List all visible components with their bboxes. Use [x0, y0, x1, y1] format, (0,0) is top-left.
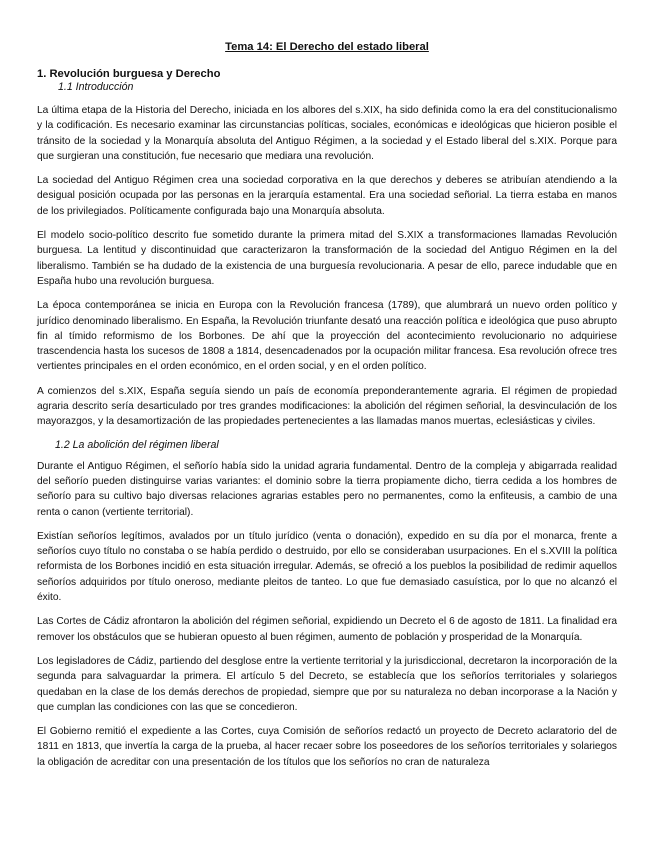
document-title: Tema 14: El Derecho del estado liberal	[225, 41, 429, 53]
section-heading: 1. Revolución burguesa y Derecho	[37, 68, 221, 80]
paragraph: La última etapa de la Historia del Derecho, iniciada en los albores del s.XIX, ha sido definida como la era del constitucionalismo y la codificación. Es necesario examinar las circunstancias políticas, sociales, económicas e ideológicas que hicieron posible el tránsito de la sociedad y la Monarquía absoluta del Antiguo Régimen, a la sociedad y el Estado liberal del s.XIX. Porque para que surgieran una constitución, fue necesario que mediara una revolución.	[37, 105, 617, 162]
paragraph: Durante el Antiguo Régimen, el señorío había sido la unidad agraria fundamental. Dentro de la compleja y abigarrada realidad del señorío pueden distinguirse varias variantes: el dominio sobre la tierra propiamente dicho, tierra cedida a los hombres de señorío para su cultivo bajo diversas relaciones agrarias estables pero no permanentes, como la enfiteusis, a cambio de una renta o canon (vertiente territorial).	[37, 460, 617, 518]
paragraph: A comienzos del s.XIX, España seguía siendo un país de economía preponderantemente agraria. El régimen de propiedad agraria descrito sería desarticulado por tres grandes modificaciones: la abolición del régimen señorial, la desvinculación de los mayorazgos, y la desamortización de las propiedades pertenecientes a las llamadas manos muertas, eclesiásticas y civiles.	[37, 385, 617, 428]
subsection-heading-abolicion: 1.2 La abolición del régimen liberal	[55, 438, 219, 451]
paragraph: Las Cortes de Cádiz afrontaron la abolición del régimen señorial, expidiendo un Decreto el 6 de agosto de 1811. La finalidad era remover los obstáculos que se hubieran opuesto al buen régimen, aumento de población y prosperidad de la Monarquía.	[37, 616, 617, 643]
paragraph: La sociedad del Antiguo Régimen crea una sociedad corporativa en la que derechos y deberes se atribuían atendiendo a la desigual posición ocupada por las personas en la jerarquía estamental. Era una sociedad señorial. La tierra estaba en manos de los privilegiados. Políticamente configurada bajo una Monarquía absoluta.	[37, 175, 617, 217]
subsection-heading-introduccion: 1.1 Introducción	[58, 81, 134, 93]
paragraph: El modelo socio-político descrito fue sometido durante la primera mitad del S.XIX a transformaciones llamadas Revolución burguesa. La lentitud y discontinuidad que caracterizaron la transformación de la sociedad del Antiguo Régimen en la del liberalismo. También se ha dudado de la existencia de una burguesía revolucionaria. A pesar de ello, parece indudable que en España hubo una revolución burguesa.	[37, 230, 617, 287]
paragraph: El Gobierno remitió el expediente a las Cortes, cuya Comisión de señoríos redactó un proyecto de Decreto aclaratorio del de 1811 en 1813, que invertía la carga de la prueba, al hacer recaer sobre los poseedores de los señoríos territoriales y solariegos la obligación de acreditar con una presentación de los títulos que los señoríos no cran de naturaleza	[37, 726, 617, 768]
paragraph: Existían señoríos legítimos, avalados por un título jurídico (venta o donación), expedido en su día por el monarca, frente a señoríos cuyo título no constaba o se había perdido o destruido, por ello se consideraban usurpaciones. En el s.XVIII la política reformista de los Borbones incidió en esta situación irregular. Además, se ofreció a los pueblos la posibilidad de redimir aquellos señoríos adquiridos por título oneroso, mediante pleitos de tanteo. Lo que fue demasiado casuística, por lo que no alcanzó el éxito.	[37, 530, 617, 604]
paragraph: La época contemporánea se inicia en Europa con la Revolución francesa (1789), que alumbrará un nuevo orden político y jurídico denominado liberalismo. En España, la Revolución triunfante desató una reacción política e ideológica que puso abrupto fin al tímido reformismo de los Borbones. De ahí que la proyección del acontecimiento revolucionario no adquiriese trascendencia hasta los sucesos de 1808 a 1814, desencadenados por la ocupación militar francesa. Esa revolución ofrece tres vertientes principales en el orden económico, en el orden social, y en el orden político.	[37, 300, 617, 373]
document-page	[37, 40, 617, 779]
paragraph: Los legisladores de Cádiz, partiendo del desglose entre la vertiente territorial y la jurisdiccional, decretaron la incorporación de la segunda para salvaguardar la primera. El artículo 5 del Decreto, se establecía que los señoríos territoriales y solariegos quedaban en la clase de los demás derechos de propiedad, siempre que por su naturaleza no deban incorporase a la Nación y que cumplan las condiciones con las que se concedieron.	[37, 655, 617, 713]
